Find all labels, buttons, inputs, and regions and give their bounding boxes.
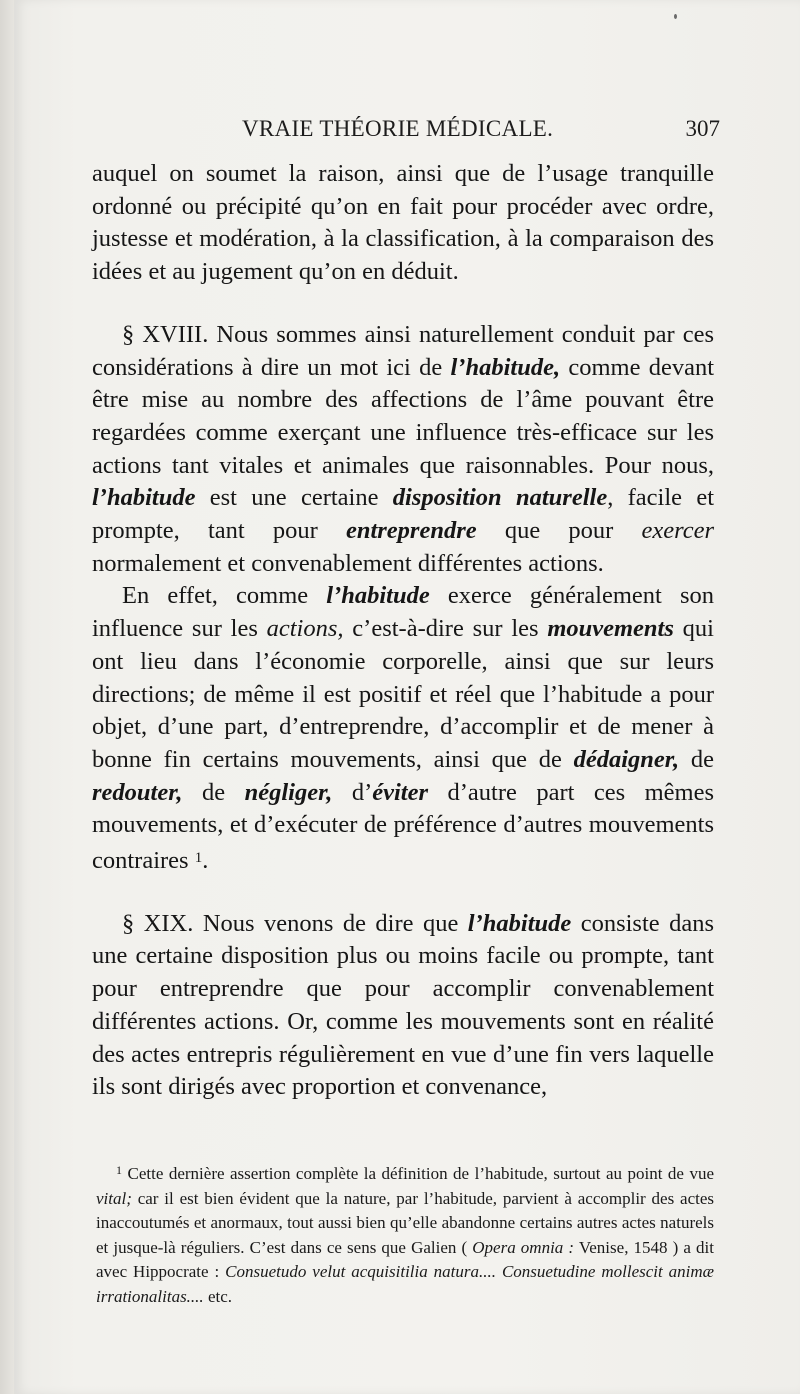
body-text (92, 158, 714, 1104)
emphasis-text: disposition naturelle (392, 484, 608, 512)
emphasis-text: l’habitude (467, 909, 572, 937)
emphasis-text: entreprendre (345, 517, 477, 545)
text-run: de (679, 745, 714, 773)
text-run: Cette dernière assertion complète la définition de l’habitude, surtout au point de vue (122, 1164, 714, 1183)
emphasis-text: l’habitude, (450, 353, 561, 381)
text-run: En effet, comme (122, 582, 327, 610)
running-title: VRAIE THÉORIE MÉDICALE. (242, 116, 554, 141)
book-page (14, 0, 800, 1394)
emphasis-text: négliger, (244, 778, 333, 806)
text-run: d’autre part ces mêmes mouvements, et d’exécuter de préférence d’autres mouvements contraires (92, 778, 714, 875)
text-run: comme devant être mise au nombre des affections de l’âme pouvant être regardées comme exerçant une influence très-efficace sur les actions tant vitales et animales que raisonnables. Pour nous, (92, 353, 714, 479)
text-run: normalement et convenablement différentes actions. (92, 549, 604, 577)
text-run: exerce généralement son influence sur les (92, 582, 714, 643)
emphasis-text: Consuetudine mollescit animæ irrationalitas.... (96, 1262, 714, 1306)
footnotes (96, 1158, 714, 1310)
paragraph-en-effet (92, 580, 714, 877)
emphasis-text: l’habitude (326, 582, 430, 610)
paragraph-section-18 (92, 319, 714, 581)
text-run: . (202, 847, 209, 875)
text-run: car il est bien évident que la nature, par l’habitude, parvient à accomplir des actes inaccoutumés et anormaux, tout aussi bien qu’elle abandonne certains autres actes naturels et jusque-là réguliers. C’est dans ce sens que Galien ( (96, 1188, 714, 1257)
text-run: etc. (203, 1286, 233, 1306)
emphasis-text: l’habitude (92, 484, 196, 512)
page-number: 307 (685, 116, 720, 141)
section-number: § XVIII. (122, 320, 209, 348)
text-run: Nous sommes ainsi naturellement conduit par ces considérations à dire un mot ici de (92, 320, 714, 381)
text-run: consiste dans une certaine disposition plus ou moins facile ou prompte, tant pour entreprendre que pour accomplir convenablement différentes actions. Or, comme les mouvements sont en réalité des actes entrepris régulièrement en vue d’une fin vers laquelle ils sont dirigés avec proportion et convenance, (92, 909, 715, 1101)
paragraph-continuation: auquel on soumet la raison, ainsi que de l’usage tranquille ordonné ou précipité qu’on en fait pour procéder avec ordre, justesse et modération, à la classification, à la comparaison des idées et au jugement qu’on en déduit. (92, 160, 714, 286)
text-run: Nous venons de dire que (193, 909, 468, 937)
emphasis-text: éviter (372, 778, 429, 806)
section-number: § XIX. (122, 909, 194, 937)
emphasis-text: vital; (96, 1188, 132, 1208)
text-run: c’est-à-dire sur les (343, 615, 548, 643)
text-run: , facile et prompte, tant pour (92, 484, 714, 545)
page-header (102, 116, 720, 146)
text-run: de (182, 778, 245, 806)
paragraph-section-19 (92, 908, 714, 1104)
page-gutter (0, 0, 14, 1394)
emphasis-text: mouvements (547, 615, 674, 643)
emphasis-text: exercer (641, 517, 714, 545)
footnote-reference: 1 (194, 850, 203, 867)
emphasis-text: Consuetudo velut acquisitilia natura.... (225, 1262, 497, 1282)
emphasis-text: Opera omnia : (472, 1237, 575, 1257)
text-run: Venise, 1548 ) a dit avec Hippocrate : (96, 1237, 715, 1282)
footnote-marker: 1 (116, 1163, 122, 1177)
text-run: que pour (476, 517, 642, 545)
text-run: qui ont lieu dans l’économie corporelle, ainsi que sur leurs directions; de même il est positif et réel que l’habitude a pour objet, d’une part, d’entreprendre, d’accomplir et de mener à bonne fin certains mouvements, ainsi que de (92, 615, 714, 773)
emphasis-text: actions, (266, 615, 344, 643)
text-run: est une certaine (195, 484, 393, 512)
text-run: d’ (332, 778, 373, 806)
emphasis-text: dédaigner, (573, 745, 680, 773)
footnote-1 (96, 1158, 714, 1310)
ink-speck (674, 14, 677, 19)
emphasis-text: redouter, (92, 778, 183, 806)
